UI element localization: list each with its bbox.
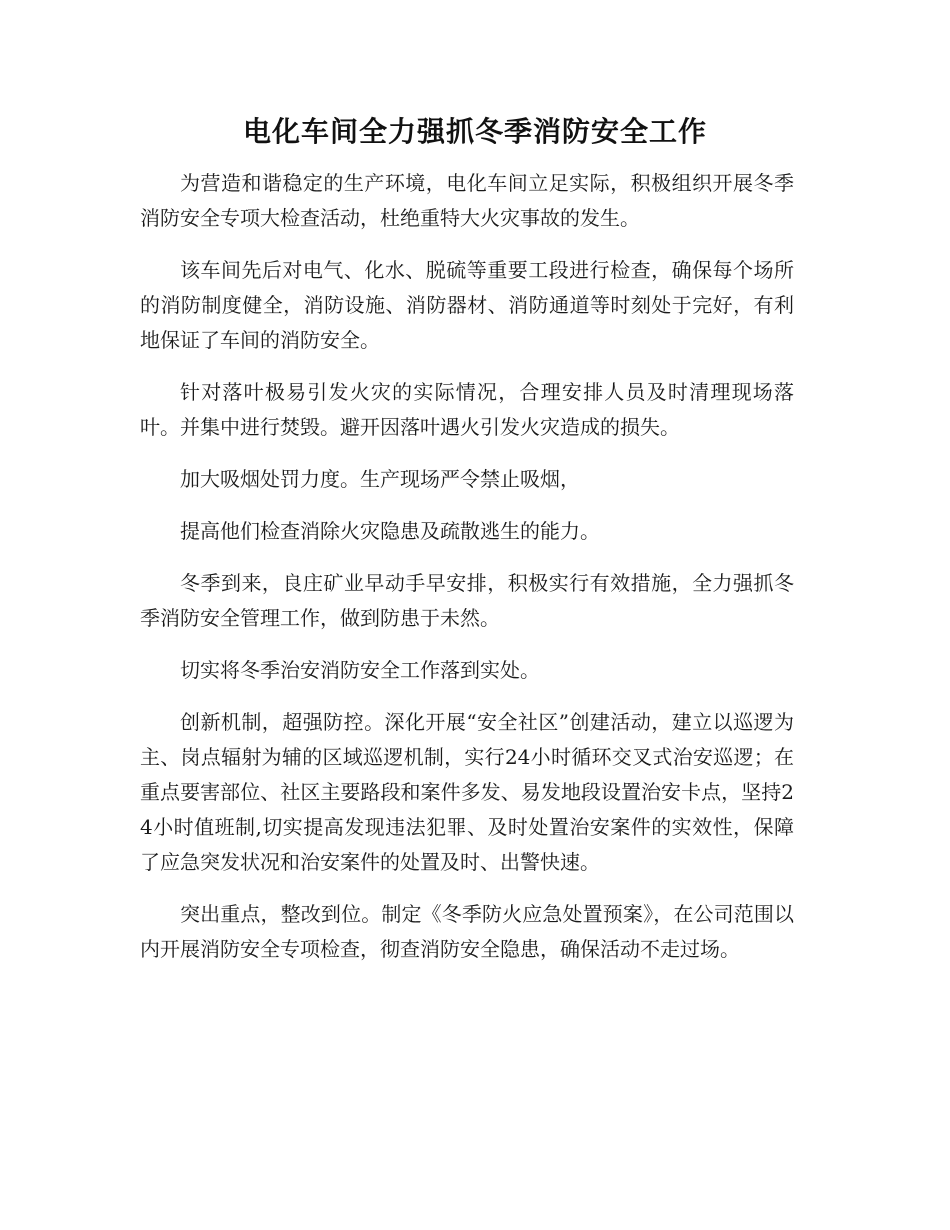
paragraph-2: 该车间先后对电气、化水、脱硫等重要工段进行检查，确保每个场所的消防制度健全，消防设施、消防器材、消防通道等时刻处于完好，有利地保证了车间的消防安全。 [140,258,794,352]
document-body [140,166,794,984]
paragraph-6: 冬季到来，良庄矿业早动手早安排，积极实行有效措施，全力强抓冬季消防安全管理工作，做到防患于未然。 [140,571,794,630]
paragraph-8: 创新机制，超强防控。深化开展“安全社区”创建活动，建立以巡逻为主、岗点辐射为辅的区域巡逻机制，实行24小时循环交叉式治安巡逻；在重点要害部位、社区主要路段和案件多发、易发地段设置治安卡点，坚持24小时值班制,切实提高发现违法犯罪、及时处置治安案件的实效性，保障了应急突发状况和治安案件的处置及时、出警快速。 [140,710,794,874]
paragraph-5: 提高他们检查消除火灾隐患及疏散逃生的能力。 [180,519,600,543]
paragraph-9: 突出重点，整改到位。制定《冬季防火应急处置预案》，在公司范围以内开展消防安全专项检查，彻查消防安全隐患，确保活动不走过场。 [140,902,794,961]
document-title: 电化车间全力强抓冬季消防安全工作 [242,115,707,148]
paragraph-3: 针对落叶极易引发火灾的实际情况，合理安排人员及时清理现场落叶。并集中进行焚毁。避开因落叶遇火引发火灾造成的损失。 [140,380,794,439]
paragraph-4: 加大吸烟处罚力度。生产现场严令禁止吸烟， [180,467,580,491]
paragraph-7: 切实将冬季治安消防安全工作落到实处。 [180,658,540,682]
paragraph-1: 为营造和谐稳定的生产环境，电化车间立足实际，积极组织开展冬季消防安全专项大检查活动，杜绝重特大火灾事故的发生。 [140,171,794,230]
